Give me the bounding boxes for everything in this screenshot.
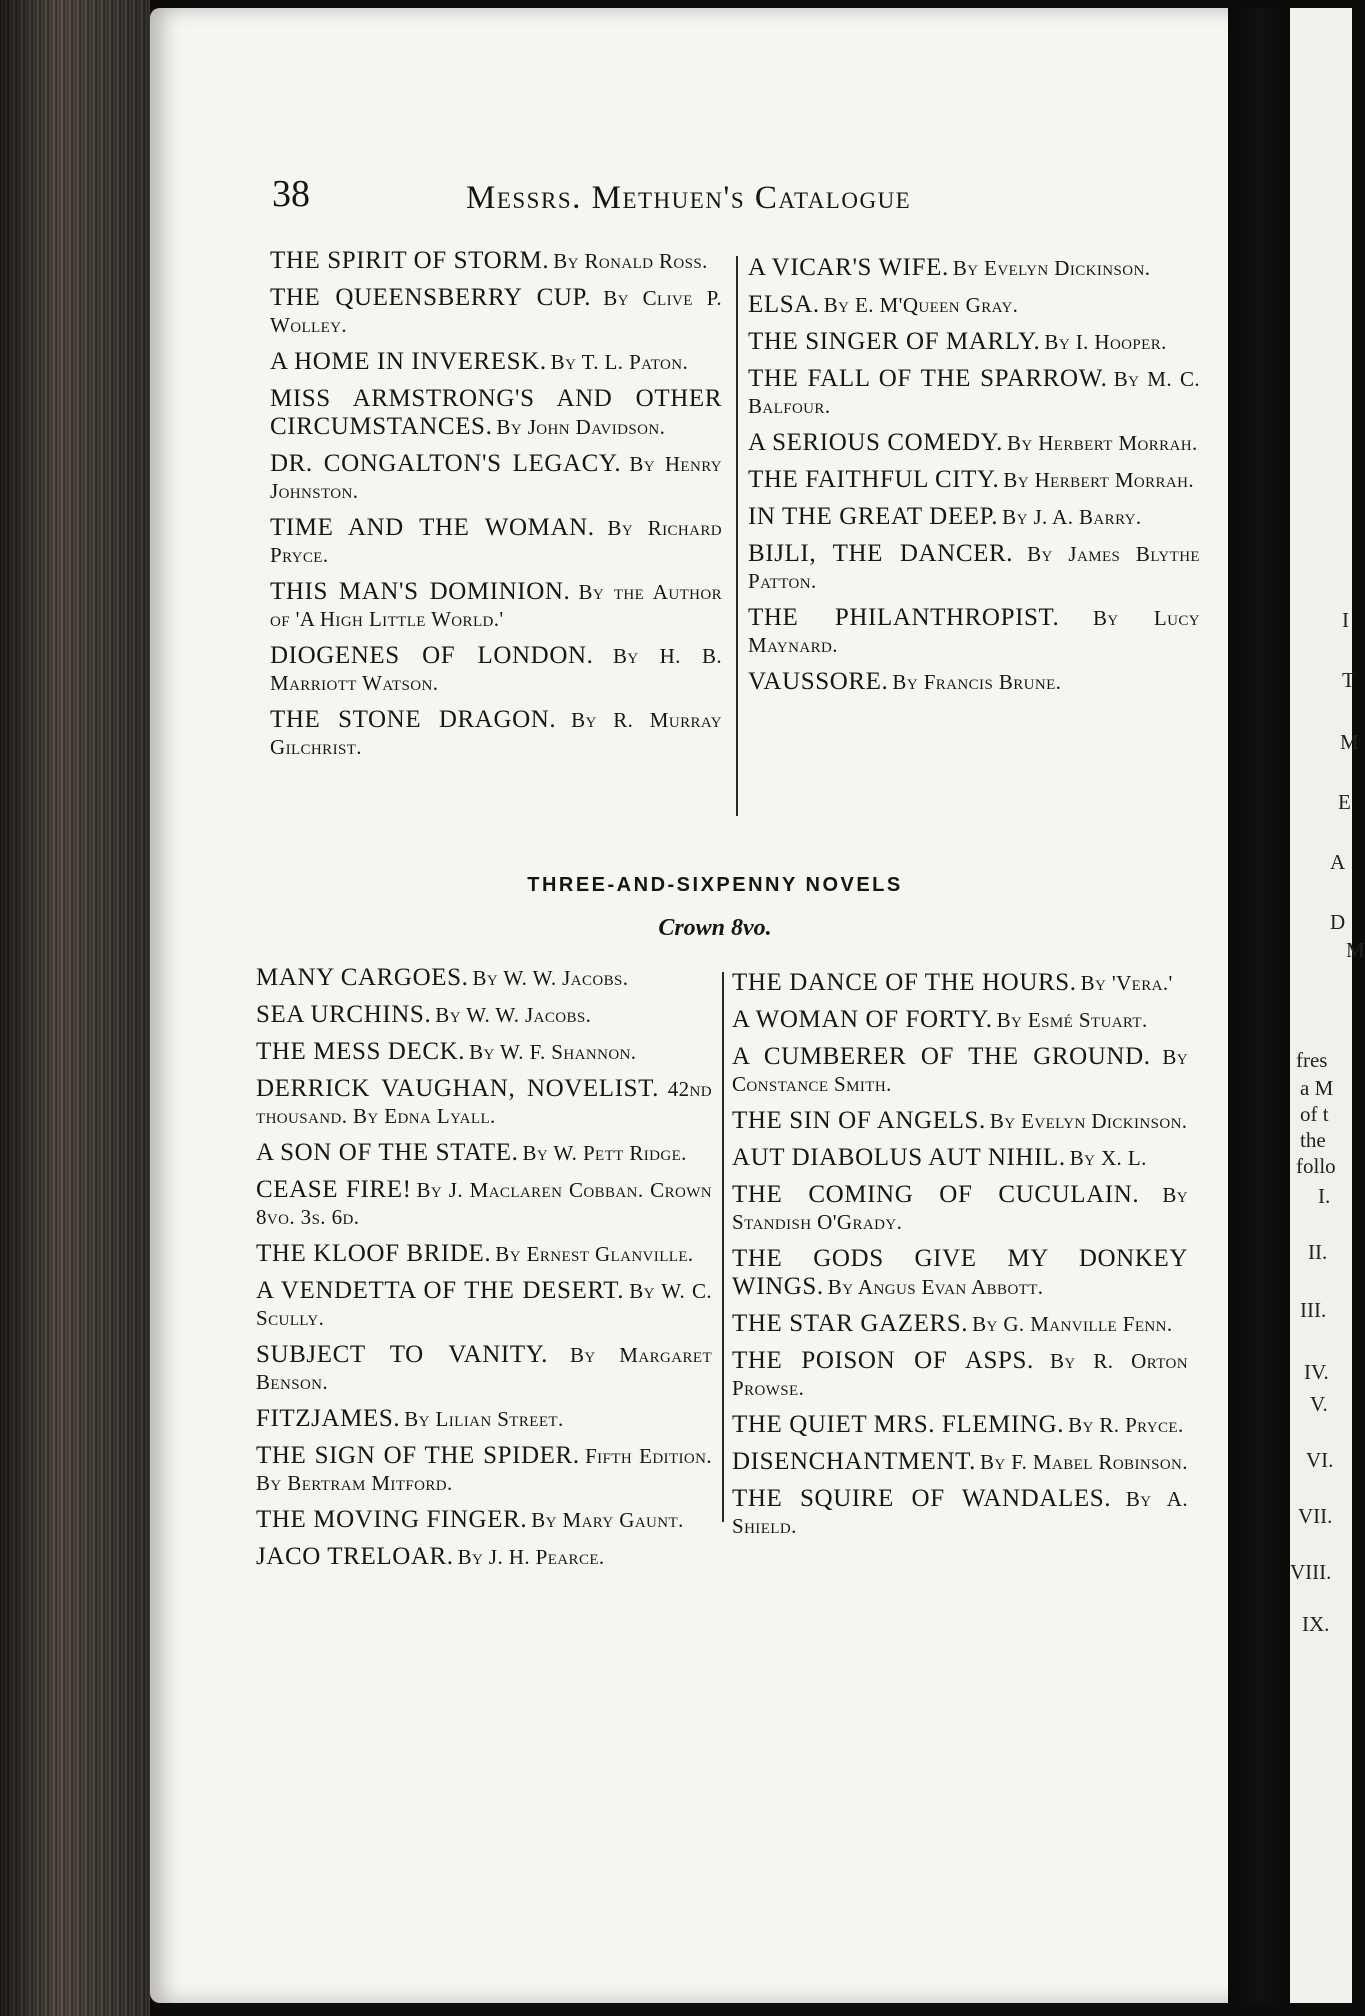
entry-author: By Lilian Street.: [404, 1407, 564, 1431]
catalogue-entry: [732, 1311, 1188, 1339]
entry-title: THE SIN OF ANGELS.: [732, 1107, 986, 1134]
catalogue-entry: [732, 1348, 1188, 1403]
entry-title: THE MOVING FINGER.: [256, 1506, 528, 1533]
entry-title: A SERIOUS COMEDY.: [748, 429, 1003, 456]
entry-title: DISENCHANTMENT.: [732, 1448, 976, 1475]
catalogue-entry: [732, 1145, 1188, 1173]
entry-title: THIS MAN'S DOMINION.: [270, 578, 571, 605]
catalogue-entry: [256, 1039, 712, 1067]
section-subtitle: Crown 8vo.: [658, 915, 772, 941]
entry-author: By Constance Smith.: [732, 1045, 1189, 1096]
book-gutter: [1228, 8, 1290, 2003]
next-page-fragment: VII.: [1298, 1504, 1333, 1528]
catalogue-entry: [732, 1412, 1188, 1440]
next-page-fragment: T: [1342, 668, 1355, 692]
catalogue-entry: [270, 349, 722, 377]
next-page-fragment: a M: [1300, 1076, 1334, 1100]
entry-author: By Lucy Maynard.: [748, 606, 1201, 657]
entry-author: By John Davidson.: [496, 415, 666, 439]
entry-author: By W. Pett Ridge.: [522, 1141, 687, 1165]
entry-author: By W. W. Jacobs.: [472, 966, 629, 990]
next-page-fragment: I.: [1318, 1184, 1331, 1208]
entry-author: By Henry Johnston.: [270, 452, 723, 503]
next-page-edge: [1290, 8, 1365, 2003]
entry-title: THE STAR GAZERS.: [732, 1310, 969, 1337]
catalogue-entry: [748, 366, 1200, 421]
next-page-fragment: of t: [1300, 1102, 1329, 1126]
catalogue-entry: [732, 1486, 1188, 1541]
next-page-fragment: M: [1340, 730, 1359, 754]
entry-author: 42nd thousand. By Edna Lyall.: [256, 1077, 712, 1128]
catalogue-entry: [732, 1449, 1188, 1477]
catalogue-entry: [270, 386, 722, 442]
catalogue-entry: [256, 1076, 712, 1131]
entry-title: FITZJAMES.: [256, 1405, 401, 1432]
page-header-title: Messrs. Methuen's Catalogue: [466, 180, 912, 216]
page-number: 38: [272, 173, 310, 215]
entry-title: A VICAR'S WIFE.: [748, 254, 949, 281]
catalogue-entry: [748, 292, 1200, 320]
entry-author: By R. Murray Gilchrist.: [270, 708, 722, 759]
catalogue-entry: [732, 970, 1188, 998]
entry-author: By Standish O'Grady.: [732, 1183, 1188, 1234]
entry-title: A CUMBERER OF THE GROUND.: [732, 1043, 1151, 1070]
catalogue-entry: [732, 1246, 1188, 1302]
next-page-fragment: II.: [1308, 1240, 1328, 1264]
entry-title: THE KLOOF BRIDE.: [256, 1240, 492, 1267]
entry-author: By Esmé Stuart.: [996, 1008, 1148, 1032]
catalogue-entry: [748, 541, 1200, 596]
entry-author: By Mary Gaunt.: [531, 1508, 684, 1532]
entry-author: By Ronald Ross.: [553, 249, 708, 273]
entry-author: By Herbert Morrah.: [1003, 468, 1195, 492]
entry-title: SUBJECT TO VANITY.: [256, 1341, 549, 1368]
entry-title: THE SIGN OF THE SPIDER.: [256, 1442, 580, 1469]
column-divider-bottom: [722, 972, 724, 1522]
entry-title: DIOGENES OF LONDON.: [270, 642, 594, 669]
catalogue-entry: [256, 1544, 712, 1572]
bottom-left-list: [256, 965, 712, 1581]
next-page-fragment: A: [1330, 850, 1346, 874]
entry-author: By I. Hooper.: [1044, 330, 1167, 354]
next-page-fragment: IV.: [1304, 1360, 1329, 1384]
entry-author: By W. F. Shannon.: [469, 1040, 637, 1064]
entry-author: By Ernest Glanville.: [495, 1242, 694, 1266]
catalogue-entry: [256, 1241, 712, 1269]
entry-title: AUT DIABOLUS AUT NIHIL.: [732, 1144, 1066, 1171]
entry-author: By Evelyn Dickinson.: [989, 1109, 1188, 1133]
entry-author: By Evelyn Dickinson.: [952, 256, 1151, 280]
entry-title: THE SQUIRE OF WANDALES.: [732, 1485, 1112, 1512]
section-title: THREE-AND-SIXPENNY NOVELS: [527, 874, 903, 896]
entry-title: VAUSSORE.: [748, 668, 889, 695]
entry-author: By Margaret Benson.: [256, 1343, 713, 1394]
catalogue-entry: [732, 1044, 1188, 1099]
entry-author: By A. Shield.: [732, 1487, 1188, 1538]
entry-title: THE STONE DRAGON.: [270, 706, 557, 733]
next-page-fragment: follo: [1296, 1154, 1336, 1178]
next-page-fragment: M: [1346, 938, 1365, 962]
entry-title: A HOME IN INVERESK.: [270, 348, 547, 375]
catalogue-entry: [732, 1108, 1188, 1136]
catalogue-entry: [256, 1140, 712, 1168]
bottom-right-list: [732, 970, 1188, 1550]
catalogue-entry: [256, 1278, 712, 1333]
entry-title: MANY CARGOES.: [256, 964, 469, 991]
catalogue-entry: [256, 1002, 712, 1030]
entry-title: THE FAITHFUL CITY.: [748, 466, 1000, 493]
entry-author: By J. A. Barry.: [1002, 505, 1142, 529]
entry-title: JACO TRELOAR.: [256, 1543, 454, 1570]
entry-title: THE QUIET MRS. FLEMING.: [732, 1411, 1065, 1438]
entry-author: By G. Manville Fenn.: [972, 1312, 1173, 1336]
entry-author: By H. B. Marriott Watson.: [270, 644, 723, 695]
catalogue-entry: [748, 669, 1200, 697]
entry-author: By W. W. Jacobs.: [435, 1003, 592, 1027]
catalogue-entry: [748, 605, 1200, 660]
next-page-fragment: III.: [1300, 1298, 1327, 1322]
column-divider-top: [736, 256, 738, 816]
entry-author: By R. Pryce.: [1068, 1413, 1184, 1437]
entry-title: MISS ARMSTRONG'S AND OTHER CIRCUMSTANCES.: [270, 385, 722, 440]
catalogue-entry: [256, 1406, 712, 1434]
next-page-fragment: E: [1338, 790, 1351, 814]
catalogue-entry: [748, 255, 1200, 283]
entry-title: THE MESS DECK.: [256, 1038, 466, 1065]
entry-author: By F. Mabel Robinson.: [979, 1450, 1188, 1474]
entry-author: By R. Orton Prowse.: [732, 1349, 1188, 1400]
next-page-fragment: the: [1300, 1128, 1326, 1152]
top-left-list: [270, 248, 722, 771]
next-page-fragment: IX.: [1302, 1612, 1330, 1636]
entry-author: By J. H. Pearce.: [457, 1545, 605, 1569]
entry-title: BIJLI, THE DANCER.: [748, 540, 1014, 567]
catalogue-entry: [748, 329, 1200, 357]
catalogue-entry: [270, 285, 722, 340]
entry-author: By Richard Pryce.: [270, 516, 722, 567]
next-page-fragment: fres: [1296, 1048, 1328, 1072]
catalogue-entry: [270, 707, 722, 762]
next-page-fragment: D: [1330, 910, 1346, 934]
entry-author: By E. M'Queen Gray.: [823, 293, 1019, 317]
catalogue-entry: [270, 579, 722, 634]
entry-title: SEA URCHINS.: [256, 1001, 432, 1028]
entry-title: A SON OF THE STATE.: [256, 1139, 519, 1166]
entry-author: By X. L.: [1069, 1146, 1147, 1170]
entry-author: By James Blythe Patton.: [748, 542, 1200, 593]
catalogue-entry: [732, 1007, 1188, 1035]
entry-title: THE COMING OF CUCULAIN.: [732, 1181, 1140, 1208]
entry-title: THE POISON OF ASPS.: [732, 1347, 1034, 1374]
next-page-fragment: V.: [1310, 1392, 1328, 1416]
catalogue-entry: [270, 643, 722, 698]
catalogue-entry: [270, 248, 722, 276]
entry-author: Fifth Edition. By Bertram Mitford.: [256, 1444, 713, 1495]
entry-title: CEASE FIRE!: [256, 1176, 412, 1203]
entry-title: ELSA.: [748, 291, 820, 318]
catalogue-entry: [270, 451, 722, 506]
entry-author: By Clive P. Wolley.: [270, 286, 722, 337]
next-page-fragment: I: [1342, 608, 1349, 632]
catalogue-entry: [748, 467, 1200, 495]
next-page-fragment: VIII.: [1290, 1560, 1332, 1584]
entry-title: THE DANCE OF THE HOURS.: [732, 969, 1077, 996]
entry-title: THE SINGER OF MARLY.: [748, 328, 1041, 355]
entry-author: By Herbert Morrah.: [1006, 431, 1198, 455]
catalogue-entry: [256, 1177, 712, 1232]
catalogue-entry: [732, 1182, 1188, 1237]
entry-title: THE GODS GIVE MY DONKEY WINGS.: [732, 1245, 1188, 1300]
entry-title: TIME AND THE WOMAN.: [270, 514, 595, 541]
entry-author: By Francis Brune.: [892, 670, 1062, 694]
entry-title: THE QUEENSBERRY CUP.: [270, 284, 592, 311]
entry-author: By W. C. Scully.: [256, 1279, 713, 1330]
catalogue-entry: [748, 504, 1200, 532]
catalogue-entry: [270, 515, 722, 570]
top-right-list: [748, 255, 1200, 706]
next-page-fragment: VI.: [1306, 1448, 1334, 1472]
catalogue-entry: [256, 1443, 712, 1498]
entry-author: By M. C. Balfour.: [748, 367, 1201, 418]
catalogue-entry: [256, 1507, 712, 1535]
entry-title: THE PHILANTHROPIST.: [748, 604, 1060, 631]
entry-author: By J. Maclaren Cobban. Crown 8vo. 3s. 6d.: [256, 1178, 712, 1229]
entry-title: IN THE GREAT DEEP.: [748, 503, 999, 530]
catalogue-entry: [748, 430, 1200, 458]
book-page-edges: [0, 0, 150, 2016]
catalogue-entry: [256, 965, 712, 993]
entry-author: By 'Vera.': [1080, 971, 1173, 995]
entry-title: DERRICK VAUGHAN, NOVELIST.: [256, 1075, 659, 1102]
entry-author: By the Author of 'A High Little World.': [270, 580, 723, 631]
entry-author: By Angus Evan Abbott.: [827, 1275, 1044, 1299]
entry-title: THE FALL OF THE SPARROW.: [748, 365, 1108, 392]
entry-title: THE SPIRIT OF STORM.: [270, 247, 550, 274]
entry-title: DR. CONGALTON'S LEGACY.: [270, 450, 622, 477]
catalogue-entry: [256, 1342, 712, 1397]
entry-title: A WOMAN OF FORTY.: [732, 1006, 993, 1033]
entry-author: By T. L. Paton.: [550, 350, 689, 374]
entry-title: A VENDETTA OF THE DESERT.: [256, 1277, 625, 1304]
